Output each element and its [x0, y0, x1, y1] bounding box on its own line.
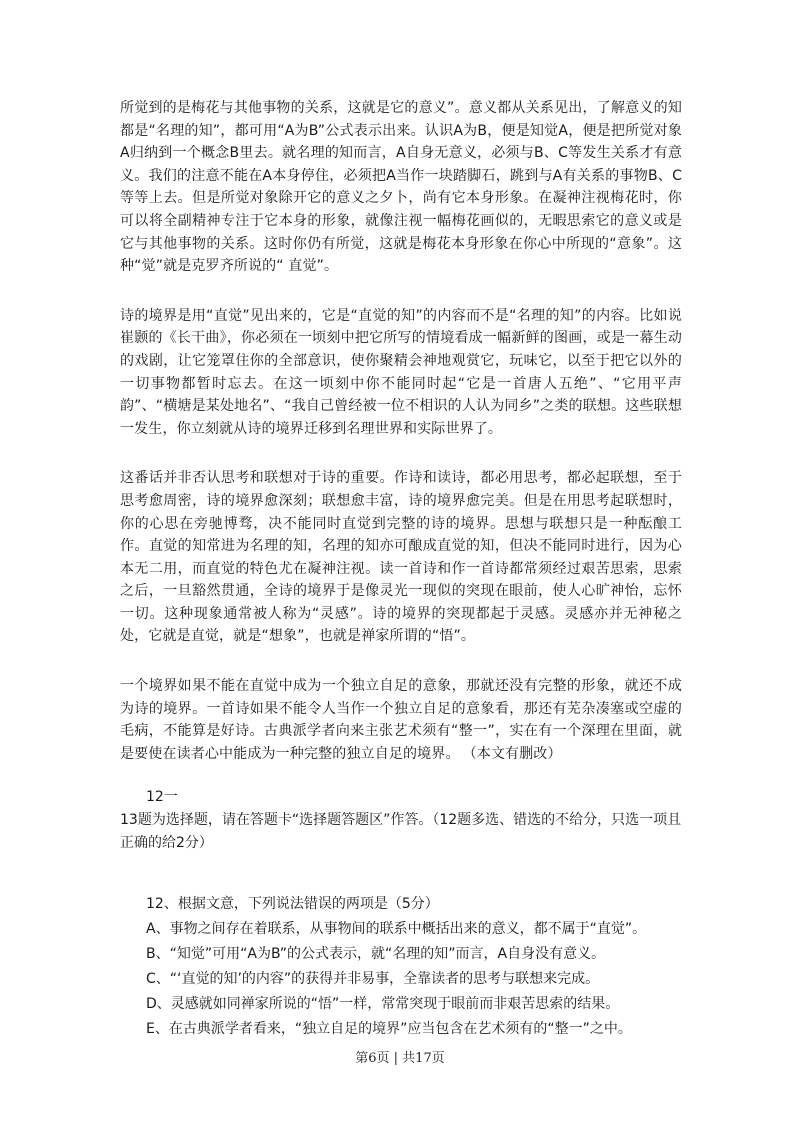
question-title: 12、根据文意，下列说法错误的两项是（5分）	[146, 896, 439, 913]
option-b: B、“知觉”可用“A为B”的公式表示，就“名理的知”而言，A自身没有意义。	[146, 946, 606, 963]
edit-note: （本文有删改）	[469, 745, 562, 762]
paragraph-2: 诗的境界是用“直觉”见出来的，它是“直觉的知”的内容而不是“名理的知”的内容。比如说崔颢的《长干曲》，你必须在一顷刻中把它所写的情境看成一幅新鲜的图画，或是一幕生动的戏剧，让它笼罩住你的全部意识，使你聚精会神地观赏它，玩味它，以至于把它以外的一切事物都暂时忘去。在这一顷刻中你不能同时起“它是一首唐人五绝”、“它用平声韵”、“横塘是某处地名”、“我自己曾经被一位不相识的人认为同乡”之类的联想。这些联想一发生，你立刻就从诗的境界迁移到名理世界和实际世界了。	[120, 307, 682, 437]
paragraph-4-text: 一个境界如果不能在直觉中成为一个独立自足的意象，那就还没有完整的形象，就还不成为诗的境界。一首诗如果不能令人当作一个独立自足的意象看，那还有芜杂凑塞或空虚的毛病，不能算是好诗。古典派学者向来主张艺术须有“整一”，实在有一个深理在里面，就是要使在读者心中能成为一种完整的独立自足的境界。	[120, 678, 682, 762]
instruction-line-2: 13题为选择题，请在答题卡“选择题答题区”作答。（12题多选、错选的不给分，只选一项且正确的给2分）	[120, 812, 682, 851]
option-a: A、事物之间存在着联系，从事物间的联系中概括出来的意义，都不属于“直觉”。	[146, 921, 647, 938]
instruction-line-1: 12一	[146, 789, 178, 806]
paragraph-3: 这番话并非否认思考和联想对于诗的重要。作诗和读诗，都必用思考，都必起联想，至于思考愈周密，诗的境界愈深刻；联想愈丰富，诗的境界愈完美。但是在用思考起联想时，你的心思在旁驰博骛，决不能同时直觉到完整的诗的境界。思想与联想只是一种酝酿工作。直觉的知常进为名理的知，名理的知亦可酿成直觉的知，但决不能同时进行，因为心本无二用，而直觉的特色尤在凝神注视。读一首诗和作一首诗都常须经过艰苦思索，思索之后，一旦豁然贯通，全诗的境界于是像灵光一现似的突现在眼前，使人心旷神怡，忘怀一切。这种现象通常被人称为“灵感”。诗的境界的突现都起于灵感。灵感亦并无神秘之处，它就是直觉，就是“想象”，也就是禅家所谓的“悟”。	[120, 470, 682, 645]
question-instructions	[120, 786, 682, 854]
question-12	[120, 892, 682, 1042]
option-e: E、在古典派学者看来，“独立自足的境界”应当包含在艺术须有的“整一”之中。	[146, 1021, 632, 1038]
option-d: D、灵感就如同禅家所说的“悟”一样，常常突现于眼前而非艰苦思索的结果。	[146, 996, 620, 1013]
option-c: C、“‘直觉的知’的内容”的获得并非易事，全靠读者的思考与联想来完成。	[146, 971, 600, 988]
paragraph-1: 所觉到的是梅花与其他事物的关系，这就是它的意义”。意义都从关系见出，了解意义的知都是“名理的知”，都可用“A为B”公式表示出来。认识A为B，便是知觉A，便是把所觉对象A归纳到一个概念B里去。就名理的知而言，A自身无意义，必须与B、C等发生关系才有意义。我们的注意不能在A本身停住，必须把A当作一块踏脚石，跳到与A有关系的事物B、C等等上去。但是所觉对象除开它的意义之夕卜，尚有它本身形象。在凝神注视梅花时，你可以将全副精神专注于它本身的形象，就像注视一幅梅花画似的，无暇思索它的意义或是它与其他事物的关系。这时你仍有所觉，这就是梅花本身形象在你心中所现的“意象”。这种“觉”就是克罗齐所说的“ 直觉”。	[120, 100, 682, 275]
page-footer: 第6页 | 共17页	[355, 1051, 445, 1066]
article-body	[120, 97, 682, 1042]
paragraph-4	[120, 675, 682, 765]
